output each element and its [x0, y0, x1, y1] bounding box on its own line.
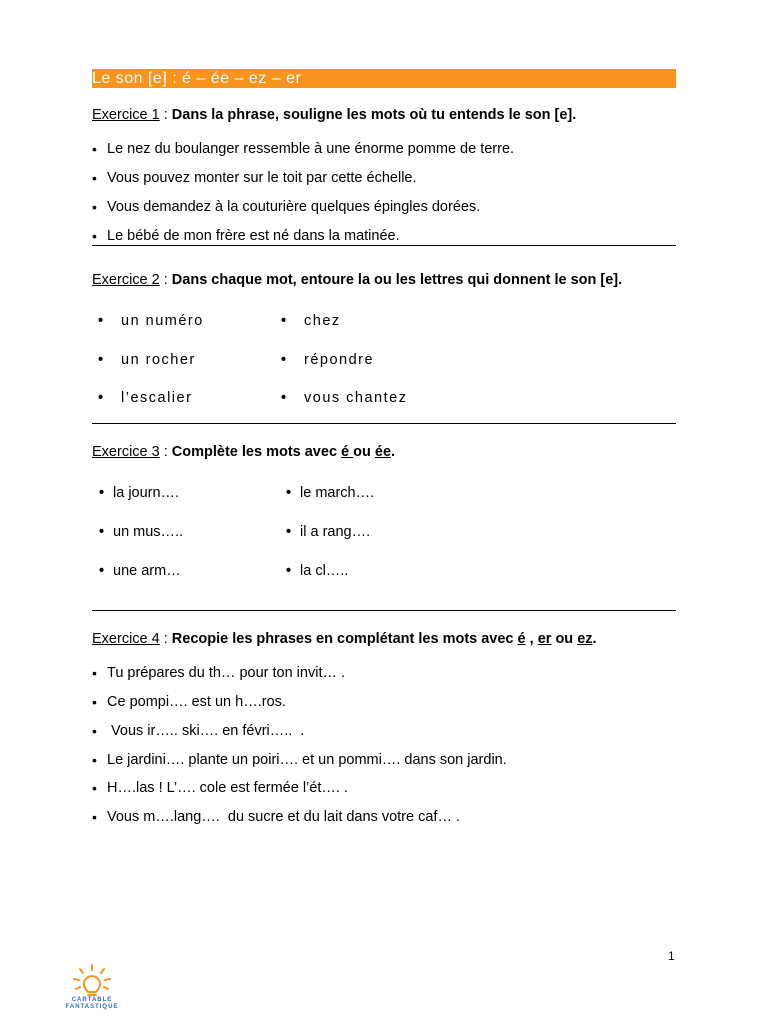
bullet-icon: • — [92, 170, 97, 186]
list-item-text: Le nez du boulanger ressemble à une énorme pomme de terre. — [107, 141, 515, 157]
bullet-icon: • — [92, 694, 97, 710]
exercise-2-instruction: Dans chaque mot, entoure la ou les lettres qui donnent le son [e]. — [171, 272, 623, 288]
option-er: er — [537, 631, 552, 647]
word-text: une arm… — [113, 563, 181, 579]
bullet-icon: • — [286, 563, 292, 579]
bullet-icon: • — [286, 485, 292, 501]
instruction-text: ou — [353, 444, 375, 460]
instruction-text: Complète les mots avec — [171, 444, 342, 460]
bullet-icon: • — [98, 352, 104, 368]
exercise-4-label: Exercice 4 — [92, 631, 160, 647]
list-item-text: Le jardini…. plante un poiri…. et un pommi…. dans son jardin. — [107, 752, 507, 768]
option-ee: ée — [374, 444, 392, 460]
section-divider — [92, 245, 676, 246]
logo-line-1: CARTABLE — [71, 997, 113, 1003]
exercise-4-heading — [92, 630, 597, 648]
list-item-text: Vous m….lang…. du sucre et du lait dans votre caf… . — [107, 809, 461, 825]
section-divider — [92, 610, 676, 611]
word-text: il a rang…. — [300, 524, 371, 540]
list-item-text: Vous demandez à la couturière quelques épingles dorées. — [107, 199, 481, 215]
exercise-3-label: Exercice 3 — [92, 444, 160, 460]
bullet-icon: • — [99, 563, 105, 579]
list-item-text: Tu prépares du th… pour ton invit… . — [107, 665, 346, 681]
worksheet-title: Le son [e] : é – ée – ez – er — [92, 69, 676, 88]
exercise-2-heading — [92, 271, 622, 289]
exercise-1-instruction: Dans la phrase, souligne les mots où tu entends le son [e]. — [171, 107, 577, 123]
instruction-text: ou — [551, 631, 578, 647]
bullet-icon: • — [92, 723, 97, 739]
instruction-text: , — [525, 631, 538, 647]
exercise-3-instruction — [172, 444, 395, 460]
list-item-text: H….las ! L’…. cole est fermée l’ét…. . — [107, 780, 348, 796]
bullet-icon: • — [286, 524, 292, 540]
bullet-icon: • — [92, 228, 97, 244]
option-e-acute: é — [341, 444, 354, 460]
bullet-icon: • — [92, 809, 97, 825]
list-item-text: Le bébé de mon frère est né dans la matinée. — [107, 228, 400, 244]
bullet-icon: • — [92, 141, 97, 157]
logo-line-2: FANTASTIQUE — [65, 1003, 119, 1010]
section-divider — [92, 423, 676, 424]
bullet-icon: • — [98, 313, 104, 329]
word-text: la journ…. — [113, 485, 180, 501]
exercise-2-separator: : — [159, 272, 172, 288]
word-text: un rocher — [121, 352, 196, 368]
bullet-icon: • — [98, 390, 104, 406]
word-text: l’escalier — [121, 390, 193, 406]
list-item-text: Ce pompi…. est un h….ros. — [107, 694, 286, 710]
exercise-4-instruction — [172, 631, 597, 647]
option-ez: ez — [577, 631, 593, 647]
exercise-2-label: Exercice 2 — [92, 272, 160, 288]
bullet-icon: • — [281, 390, 287, 406]
exercise-3-heading — [92, 443, 395, 461]
option-e-acute: é — [517, 631, 526, 647]
word-text: le march…. — [300, 485, 375, 501]
word-text: un numéro — [121, 313, 204, 329]
bullet-icon: • — [281, 313, 287, 329]
exercise-1-heading — [92, 106, 576, 124]
bullet-icon: • — [281, 352, 287, 368]
bullet-icon: • — [92, 665, 97, 681]
word-text: la cl….. — [300, 563, 349, 579]
logo-text — [62, 997, 122, 1010]
exercise-4-separator: : — [159, 631, 172, 647]
list-item-text: Vous ir….. ski…. en févri….. . — [107, 723, 305, 739]
exercise-1-separator: : — [159, 107, 172, 123]
bullet-icon: • — [99, 524, 105, 540]
page-number: 1 — [668, 949, 675, 963]
word-text: un mus….. — [113, 524, 184, 540]
bullet-icon: • — [99, 485, 105, 501]
bullet-icon: • — [92, 752, 97, 768]
exercise-1-label: Exercice 1 — [92, 107, 160, 123]
word-text: vous chantez — [304, 390, 408, 406]
instruction-text: Recopie les phrases en complétant les mots avec — [171, 631, 518, 647]
bullet-icon: • — [92, 780, 97, 796]
word-text: répondre — [304, 352, 375, 368]
exercise-3-separator: : — [159, 444, 172, 460]
word-text: chez — [304, 313, 341, 329]
instruction-text: . — [391, 444, 396, 460]
bullet-icon: • — [92, 199, 97, 215]
instruction-text: . — [592, 631, 597, 647]
list-item-text: Vous pouvez monter sur le toit par cette échelle. — [107, 170, 417, 186]
